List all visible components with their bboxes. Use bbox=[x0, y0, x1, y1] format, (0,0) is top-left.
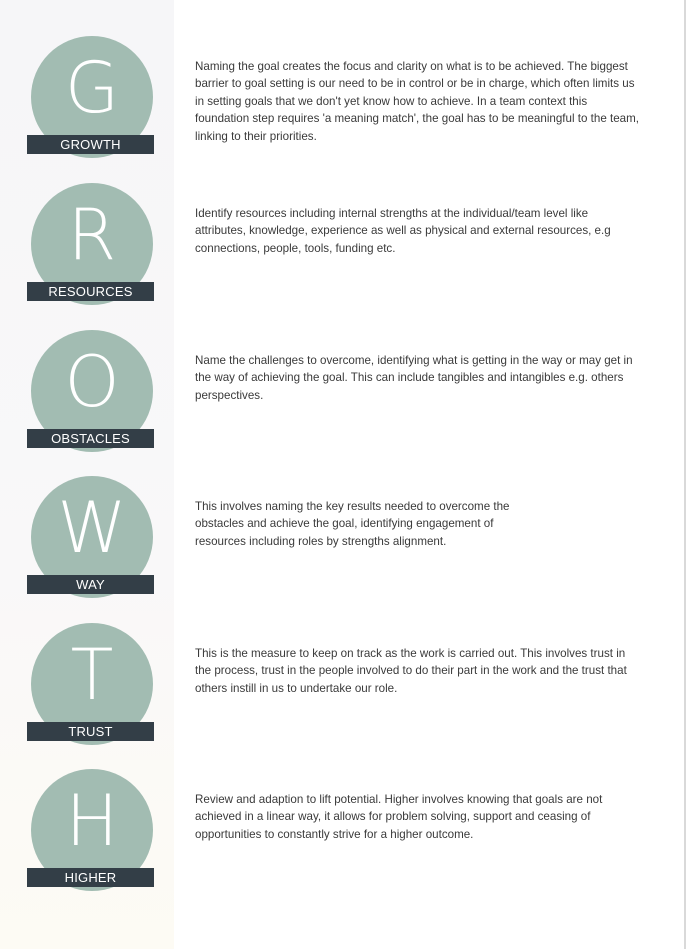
growth-label: GROWTH bbox=[27, 135, 154, 154]
resources-label: RESOURCES bbox=[27, 282, 154, 301]
higher-label: HIGHER bbox=[27, 868, 154, 887]
obstacles-description: Name the challenges to overcome, identifying what is getting in the way or may get in the way of achieving the goal. This can include tangibles and intangibles e.g. others perspectives. bbox=[195, 354, 633, 402]
growth-description: Naming the goal creates the focus and clarity on what is to be achieved. The biggest barrier to goal setting is our need to be in control or be in charge, which often limits us in setting goals that we don't yet know how to achieve. In a team context this foundation step requires 'a meaning match', the goal has to be meaningful to the team, linking to their priorities. bbox=[195, 60, 639, 143]
growth-letter: G bbox=[64, 47, 120, 129]
obstacles-label: OBSTACLES bbox=[27, 429, 154, 448]
resources-description: Identify resources including internal strengths at the individual/team level like attributes, knowledge, experience as well as physical and external resources, e.g connections, people, tools, funding etc. bbox=[195, 207, 611, 255]
way-letter: W bbox=[57, 487, 127, 569]
obstacles-letter: O bbox=[64, 341, 120, 423]
trust-label: TRUST bbox=[27, 722, 154, 741]
trust-description: This is the measure to keep on track as the work is carried out. This involves trust in the process, trust in the people involved to do their part in the work and the trust that others instill in us to undertake our role. bbox=[195, 647, 627, 695]
resources-letter: R bbox=[67, 194, 117, 276]
higher-description: Review and adaption to lift potential. Higher involves knowing that goals are not achieved in a linear way, it allows for problem solving, support and ceasing of opportunities to constantly strive for a higher outcome. bbox=[195, 793, 603, 841]
higher-letter: H bbox=[65, 780, 119, 862]
trust-letter: T bbox=[70, 634, 114, 716]
way-description: This involves naming the key results needed to overcome the obstacles and achieve the goal, identifying engagement of resources including roles by strengths alignment. bbox=[195, 500, 510, 548]
way-label: WAY bbox=[27, 575, 154, 594]
